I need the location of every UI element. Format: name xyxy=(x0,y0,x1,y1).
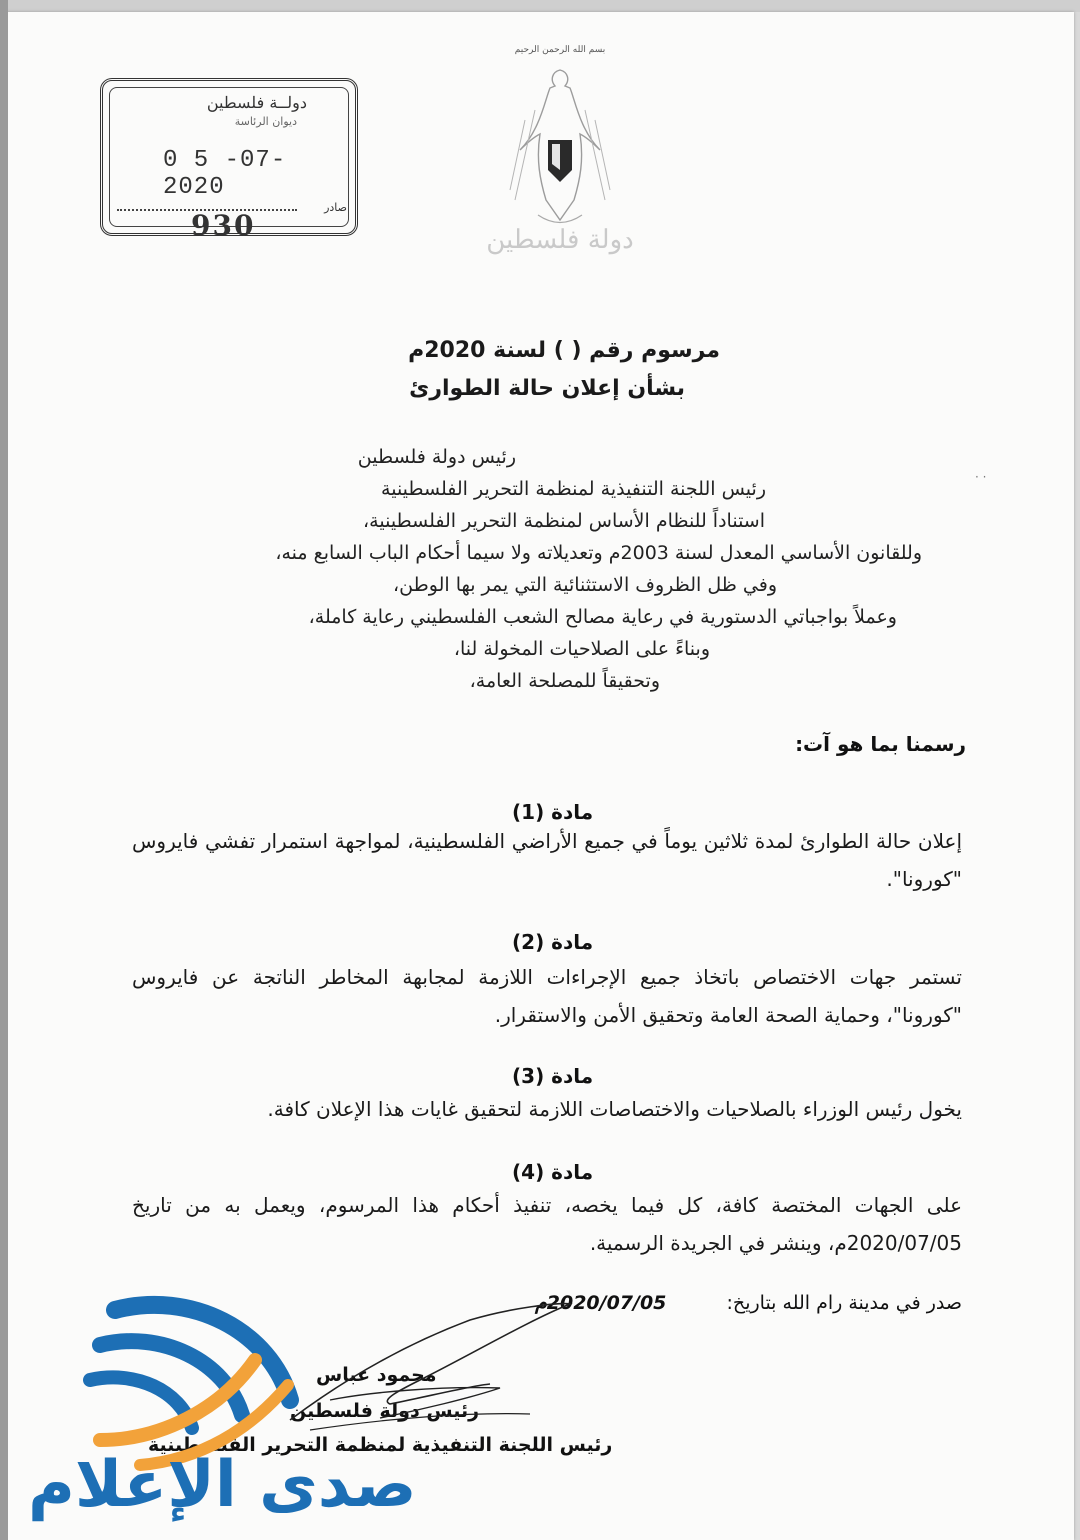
preamble-line: استناداً للنظام الأساس لمنظمة التحرير الفلسطينية، xyxy=(363,510,765,532)
article-title: مادة (3) xyxy=(512,1064,594,1088)
emblem-basmala: بسم الله الرحمن الرحيم xyxy=(514,45,606,55)
registry-stamp xyxy=(100,78,358,242)
page-edge xyxy=(0,0,8,1540)
scan-mark: · · xyxy=(975,470,987,484)
issued-place-label: صدر في مدينة رام الله بتاريخ: xyxy=(726,1292,962,1314)
article-title: مادة (4) xyxy=(512,1160,594,1184)
article-title: مادة (2) xyxy=(512,930,594,954)
emblem-caption: دولة فلسطين xyxy=(486,225,634,255)
article-text: تستمر جهات الاختصاص باتخاذ جميع الإجراءات اللازمة لمجابهة المخاطر الناتجة عن فايروس "كورونا"، وحماية الصحة العامة وتحقيق الأمن والاستقرار. xyxy=(132,965,962,1027)
top-strip xyxy=(0,0,1080,12)
stamp-issued-label: صادر xyxy=(324,201,347,214)
preamble-line: وبناءً على الصلاحيات المخولة لنا، xyxy=(453,638,710,660)
preamble-line: وعملاً بواجباتي الدستورية في رعاية مصالح الشعب الفلسطيني رعاية كاملة، xyxy=(308,606,897,628)
article-text: يخول رئيس الوزراء بالصلاحيات والاختصاصات اللازمة لتحقيق غايات هذا الإعلان كافة. xyxy=(267,1097,962,1121)
decree-title: مرسوم رقم ( ) لسنة 2020م xyxy=(408,338,720,363)
stamp-number: 930 xyxy=(191,209,256,242)
palestine-eagle-emblem xyxy=(500,40,620,300)
preamble-line: رئيس دولة فلسطين xyxy=(357,446,516,468)
decreed-heading: رسمنا بما هو آت: xyxy=(795,732,966,756)
preamble-line: وتحقيقاً للمصلحة العامة، xyxy=(469,670,660,692)
stamp-subtitle: ديوان الرئاسة xyxy=(234,115,297,128)
signatory-name: محمود عباس xyxy=(316,1364,437,1386)
logo-text: صدى الإعلام xyxy=(28,1448,417,1522)
stamp-date: 0 5 -07- 2020 xyxy=(163,147,287,201)
preamble-line: رئيس اللجنة التنفيذية لمنظمة التحرير الفلسطينية xyxy=(381,478,766,500)
issued-date: 2020/07/05م xyxy=(535,1292,667,1314)
signatory-title: رئيس اللجنة التنفيذية لمنظمة التحرير الفلسطينية xyxy=(148,1434,613,1456)
preamble-line: وفي ظل الظروف الاستثنائية التي يمر بها الوطن، xyxy=(393,574,777,596)
article-title: مادة (1) xyxy=(512,800,594,824)
preamble-line: وللقانون الأساسي المعدل لسنة 2003م وتعديلاته ولا سيما أحكام الباب السابع منه، xyxy=(275,542,922,564)
decree-subject: بشأن إعلان حالة الطوارئ xyxy=(409,376,685,401)
article-text: إعلان حالة الطوارئ لمدة ثلاثين يوماً في جميع الأراضي الفلسطينية، لمواجهة استمرار تفشي فايروس "كورونا". xyxy=(132,829,962,891)
signatory-title: رئيس دولة فلسطين xyxy=(290,1400,480,1422)
stamp-title: دولــة فلسطين xyxy=(206,93,307,112)
article-text: على الجهات المختصة كافة، كل فيما يخصه، تنفيذ أحكام هذا المرسوم، ويعمل به من تاريخ 2020/07/05م، وينشر في الجريدة الرسمية. xyxy=(132,1193,962,1255)
